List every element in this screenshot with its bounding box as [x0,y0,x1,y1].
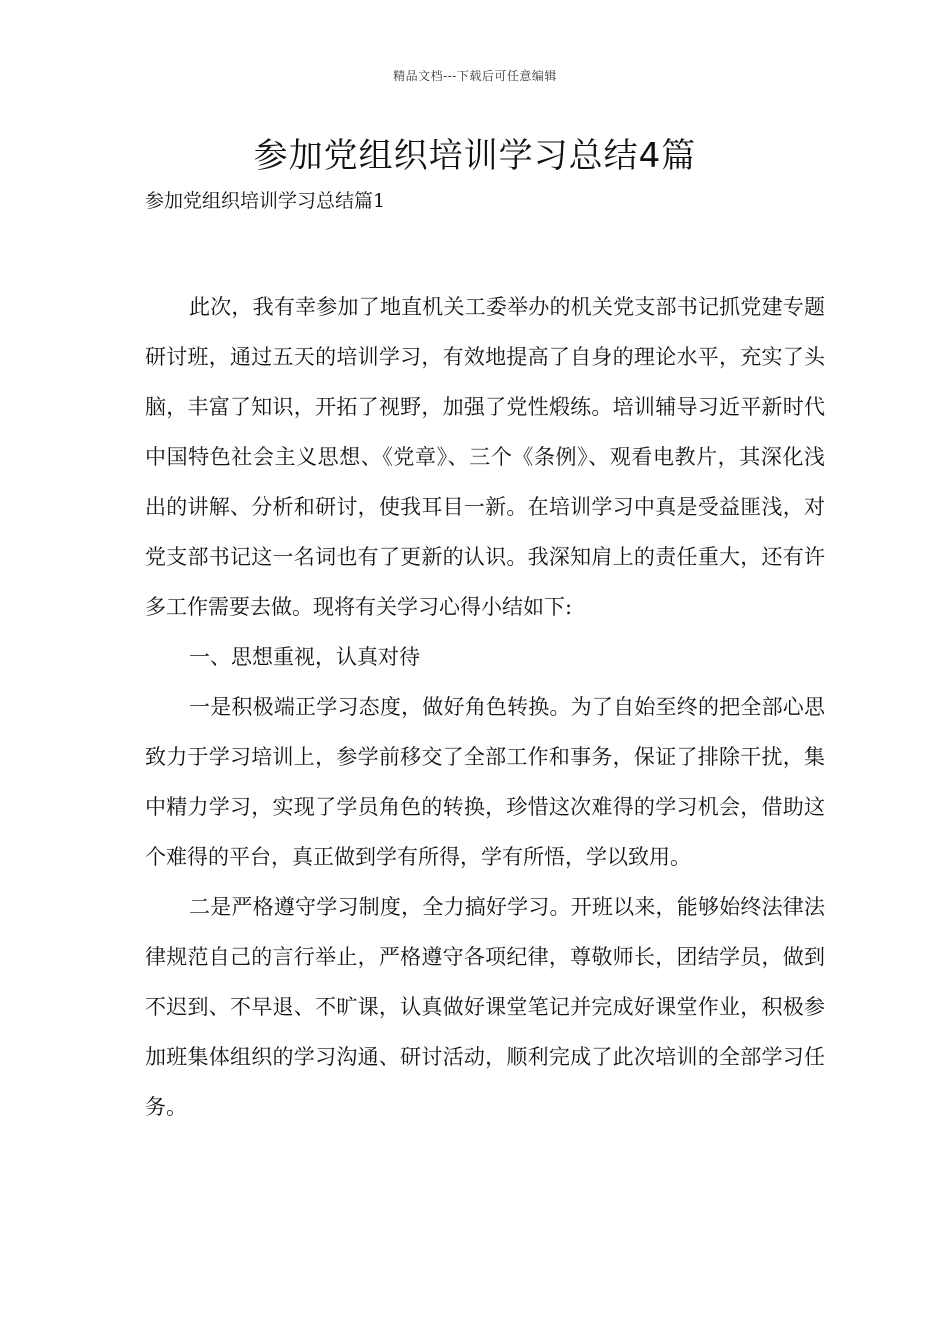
section-heading: 参加党组织培训学习总结篇1 [145,190,386,212]
body-text [145,282,825,1132]
paragraph-subheading: 一、思想重视，认真对待 [189,645,420,669]
paragraph-point-two: 二是严格遵守学习制度，全力搞好学习。开班以来，能够始终法律法律规范自己的言行举止，严格遵守各项纪律，尊敬师长，团结学员，做到不迟到、不早退、不旷课，认真做好课堂笔记并完成好课堂作业，积极参加班集体组织的学习沟通、研讨活动，顺利完成了此次培训的全部学习任务。 [145,895,825,1119]
header-note: 精品文档---下载后可任意编辑 [393,69,557,83]
document-title: 参加党组织培训学习总结4篇 [253,136,697,176]
paragraph-intro: 此次，我有幸参加了地直机关工委举办的机关党支部书记抓党建专题研讨班，通过五天的培训学习，有效地提高了自身的理论水平，充实了头脑，丰富了知识，开拓了视野，加强了党性煅练。培训辅导习近平新时代中国特色社会主义思想、《党章》、三个《条例》、观看电教片，其深化浅出的讲解、分析和研讨，使我耳目一新。在培训学习中真是受益匪浅，对党支部书记这一名词也有了更新的认识。我深知肩上的责任重大，还有许多工作需要去做。现将有关学习心得小结如下: [145,295,825,619]
paragraph-point-one: 一是积极端正学习态度，做好角色转换。为了自始至终的把全部心思致力于学习培训上，参学前移交了全部工作和事务，保证了排除干扰，集中精力学习，实现了学员角色的转换，珍惜这次难得的学习机会，借助这个难得的平台，真正做到学有所得，学有所悟，学以致用。 [145,695,825,869]
